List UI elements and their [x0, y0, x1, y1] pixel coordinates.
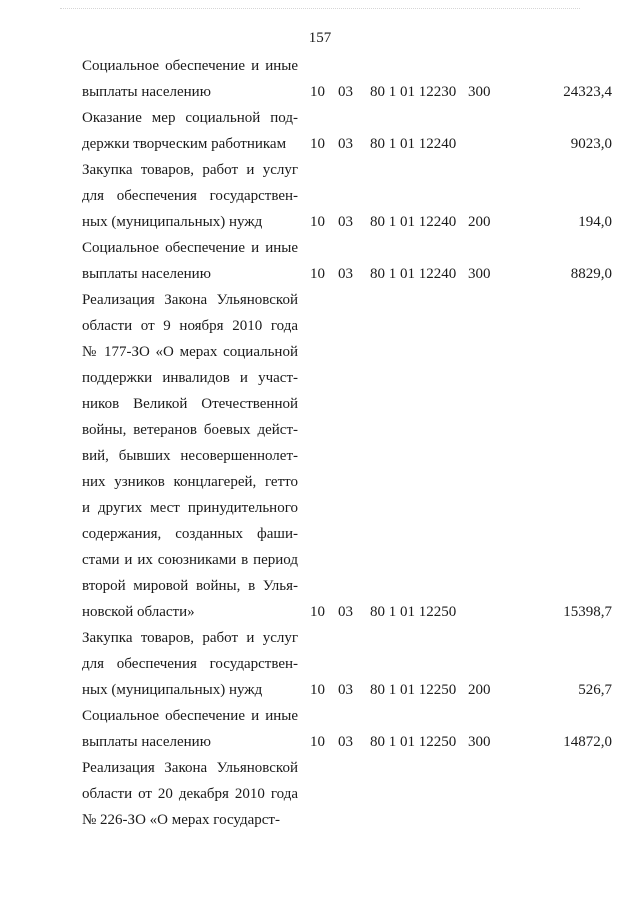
- table-row: [82, 53, 612, 105]
- section-code: 10: [310, 214, 325, 230]
- subsection-code: 03: [338, 604, 353, 620]
- target-article-code: 80 1 01 12250: [370, 604, 457, 620]
- target-article-code: 80 1 01 12250: [370, 734, 457, 750]
- amount: 194,0: [578, 214, 612, 230]
- amount: 526,7: [578, 682, 612, 698]
- target-article-code: 80 1 01 12240: [370, 214, 457, 230]
- row-name-line: и других мест принудительного: [82, 500, 298, 516]
- expense-type-code: 200: [468, 214, 491, 230]
- row-name-line: ных (муниципальных) нужд: [82, 214, 263, 230]
- row-name-line: области от 20 декабря 2010 года: [82, 786, 298, 802]
- row-name-line: Социальное обеспечение и иные: [82, 58, 298, 74]
- row-name-line: держки творческим работникам: [82, 136, 287, 152]
- subsection-code: 03: [338, 266, 353, 282]
- row-name: [82, 235, 298, 287]
- amount: 14872,0: [563, 734, 612, 750]
- row-name: [82, 287, 298, 625]
- table-row: [82, 625, 612, 703]
- row-name-line: Социальное обеспечение и иные: [82, 240, 298, 256]
- section-code: 10: [310, 136, 325, 152]
- target-article-code: 80 1 01 12240: [370, 266, 457, 282]
- budget-table: [82, 53, 612, 833]
- table-row: [82, 755, 612, 833]
- target-article-code: 80 1 01 12250: [370, 682, 457, 698]
- section-code: 10: [310, 84, 325, 100]
- subsection-code: 03: [338, 682, 353, 698]
- table-row: [82, 157, 612, 235]
- amount: 24323,4: [563, 84, 612, 100]
- expense-type-code: 300: [468, 734, 491, 750]
- row-name-line: № 177-ЗО «О мерах социальной: [82, 344, 298, 360]
- table-row: [82, 287, 612, 625]
- row-name-line: второй мировой войны, в Улья-: [82, 578, 298, 594]
- target-article-code: 80 1 01 12230: [370, 84, 457, 100]
- row-name: [82, 755, 298, 833]
- subsection-code: 03: [338, 84, 353, 100]
- section-code: 10: [310, 266, 325, 282]
- expense-type-code: 300: [468, 84, 491, 100]
- row-name-line: Закупка товаров, работ и услуг: [82, 162, 298, 178]
- row-name: [82, 105, 298, 157]
- row-name-line: для обеспечения государствен-: [82, 188, 298, 204]
- row-name-line: ников Великой Отечественной: [82, 396, 298, 412]
- page-number: 157: [308, 30, 332, 46]
- row-name-line: стами и их союзниками в период: [82, 552, 298, 568]
- table-row: [82, 703, 612, 755]
- row-name-line: них узников концлагерей, гетто: [82, 474, 298, 490]
- row-name-line: для обеспечения государствен-: [82, 656, 298, 672]
- row-name: [82, 625, 298, 703]
- amount: 15398,7: [563, 604, 612, 620]
- amount: 8829,0: [570, 266, 612, 282]
- expense-type-code: 200: [468, 682, 491, 698]
- row-name-line: новской области»: [82, 604, 195, 620]
- section-code: 10: [310, 734, 325, 750]
- row-name-line: Оказание мер социальной под-: [82, 110, 298, 126]
- table-row: [82, 235, 612, 287]
- row-name: [82, 703, 298, 755]
- row-name-line: поддержки инвалидов и участ-: [82, 370, 298, 386]
- section-code: 10: [310, 682, 325, 698]
- row-name: [82, 157, 298, 235]
- row-name-line: Реализация Закона Ульяновской: [82, 292, 298, 308]
- row-name-line: № 226-ЗО «О мерах государст-: [82, 812, 280, 828]
- row-name-line: Социальное обеспечение и иные: [82, 708, 298, 724]
- subsection-code: 03: [338, 136, 353, 152]
- row-name-line: содержания, созданных фаши-: [82, 526, 298, 542]
- section-code: 10: [310, 604, 325, 620]
- amount: 9023,0: [570, 136, 612, 152]
- target-article-code: 80 1 01 12240: [370, 136, 457, 152]
- subsection-code: 03: [338, 214, 353, 230]
- row-name-line: области от 9 ноября 2010 года: [82, 318, 298, 334]
- scan-artifact: [60, 8, 580, 13]
- row-name-line: выплаты населению: [82, 266, 211, 282]
- table-row: [82, 105, 612, 157]
- expense-type-code: 300: [468, 266, 491, 282]
- subsection-code: 03: [338, 734, 353, 750]
- row-name-line: Закупка товаров, работ и услуг: [82, 630, 298, 646]
- row-name-line: вий, бывших несовершеннолет-: [82, 448, 298, 464]
- row-name-line: ных (муниципальных) нужд: [82, 682, 263, 698]
- row-name-line: выплаты населению: [82, 734, 211, 750]
- row-name-line: Реализация Закона Ульяновской: [82, 760, 298, 776]
- row-name-line: выплаты населению: [82, 84, 211, 100]
- row-name-line: войны, ветеранов боевых дейст-: [82, 422, 298, 438]
- row-name: [82, 53, 298, 105]
